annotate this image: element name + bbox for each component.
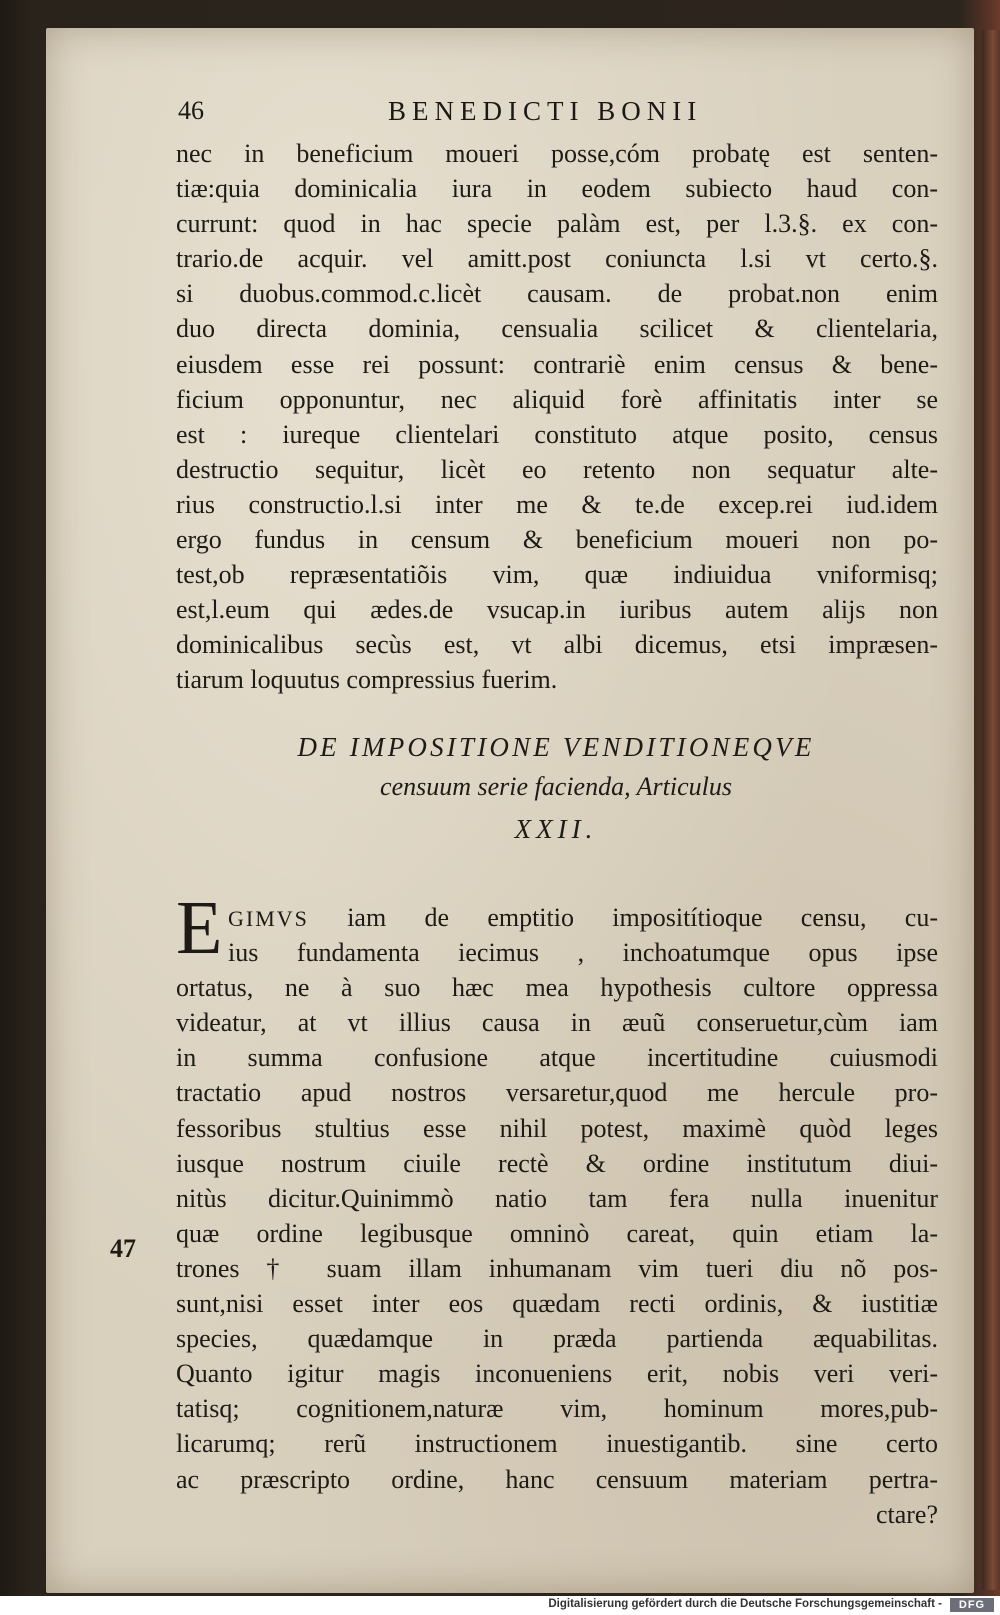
text-line: tatisq; cognitionem,naturæ vim, hominum mores,pub- xyxy=(176,1394,938,1424)
text-line: trones † suam illam inhumanam vim tueri diu nõ pos- xyxy=(176,1253,938,1283)
running-head xyxy=(0,96,1000,136)
text-line: Quanto igitur magis inconueniens erit, nobis veri veri- xyxy=(176,1359,938,1389)
text-line: test,ob repræsentatiõis vim, quæ indiuidua vniformisq; xyxy=(176,560,938,590)
chapter-heading-line: DE IMPOSITIONE VENDITIONEQVE xyxy=(297,732,815,762)
chapter-heading-line: censuum serie facienda, Articulus xyxy=(380,772,732,801)
drop-cap-initial: E xyxy=(176,886,223,970)
running-title: BENEDICTI BONII xyxy=(388,96,703,126)
text-line: ficium opponuntur, nec aliquid forè affinitatis inter se xyxy=(176,384,938,414)
text-line-catchword: ctare? xyxy=(875,1499,938,1529)
text-line: licarumq; rerũ instructionem inuestigantib. sine certo xyxy=(176,1429,938,1459)
text-line: est : iureque clientelari constituto atque posito, census xyxy=(176,419,938,449)
book-edge xyxy=(982,30,1000,1590)
text-line: tiarum loquutus compressius fuerim. xyxy=(176,665,558,695)
text-line: quæ ordine legibusque omninò careat, quin etiam la- xyxy=(176,1218,938,1248)
text-line: tractatio apud nostros versaretur,quod me hercule pro- xyxy=(176,1078,938,1108)
text-line: nec in beneficium moueri posse,cóm probatę est senten- xyxy=(176,139,938,168)
text-line: species, quædamque in præda partienda æquabilitas. xyxy=(176,1324,938,1354)
footer-credit: Digitalisierung gefördert durch die Deutsche Forschungsgemeinschaft - xyxy=(548,1598,942,1610)
chapter-heading xyxy=(176,732,936,854)
text-line xyxy=(176,900,938,935)
text-line-rest: iam de emptitio impositítioque censu, cu- xyxy=(308,903,938,932)
text-line: dominicalibus secùs est, vt albi dicemus, etsi impræsen- xyxy=(176,630,938,660)
text-line: currunt: quod in hac specie palàm est, per l.3.§. ex con- xyxy=(176,209,938,239)
text-line: nitùs dicitur.Quinimmò natio tam fera nulla inuenitur xyxy=(176,1183,938,1213)
text-line: ergo fundus in censum & beneficium moueri non po- xyxy=(176,525,938,555)
text-line: destructio sequitur, licèt eo retento non sequatur alte- xyxy=(176,454,938,484)
margin-note-number: 47 xyxy=(110,1234,136,1263)
text-line: duo directa dominia, censualia scilicet & clientelaria, xyxy=(176,314,938,344)
body-text xyxy=(176,136,938,698)
text-line: in summa confusione atque incertitudine cuiusmodi xyxy=(176,1043,938,1073)
chapter-text xyxy=(176,886,938,1532)
digitization-footer xyxy=(0,1596,1000,1615)
text-line: trario.de acquir. vel amitt.post coniuncta l.si vt certo.§. xyxy=(176,244,938,274)
text-line: ortatus, ne à suo hæc mea hypothesis cultore oppressa xyxy=(176,973,938,1003)
text-line: fessoribus stultius esse nihil potest, maximè quòd leges xyxy=(176,1113,938,1143)
text-line: sunt,nisi esset inter eos quædam recti ordinis, & iustitiæ xyxy=(176,1289,938,1319)
dfg-logo: DFG xyxy=(950,1598,994,1612)
page-number: 46 xyxy=(178,96,204,125)
text-line: si duobus.commod.c.licèt causam. de probat.non enim xyxy=(176,279,938,309)
chapter-heading-line: XXII. xyxy=(514,814,598,844)
text-line: videatur, at vt illius causa in æuũ conseruetur,cùm iam xyxy=(176,1008,938,1038)
text-line: rius constructio.l.si inter me & te.de excep.rei iud.idem xyxy=(176,489,938,519)
text-line: iusque nostrum ciuile rectè & ordine institutum diui- xyxy=(176,1148,938,1178)
first-word: GIMVS xyxy=(228,906,309,931)
text-line: ius fundamenta iecimus , inchoatumque opus ipse xyxy=(228,938,938,968)
text-line: eiusdem esse rei possunt: contrariè enim census & bene- xyxy=(176,349,938,379)
text-line: ac præscripto ordine, hanc censuum materiam pertra- xyxy=(176,1464,938,1494)
text-line: tiæ:quia dominicalia iura in eodem subiecto haud con- xyxy=(176,174,938,204)
text-line: est,l.eum qui ædes.de vsucap.in iuribus autem alijs non xyxy=(176,595,938,625)
